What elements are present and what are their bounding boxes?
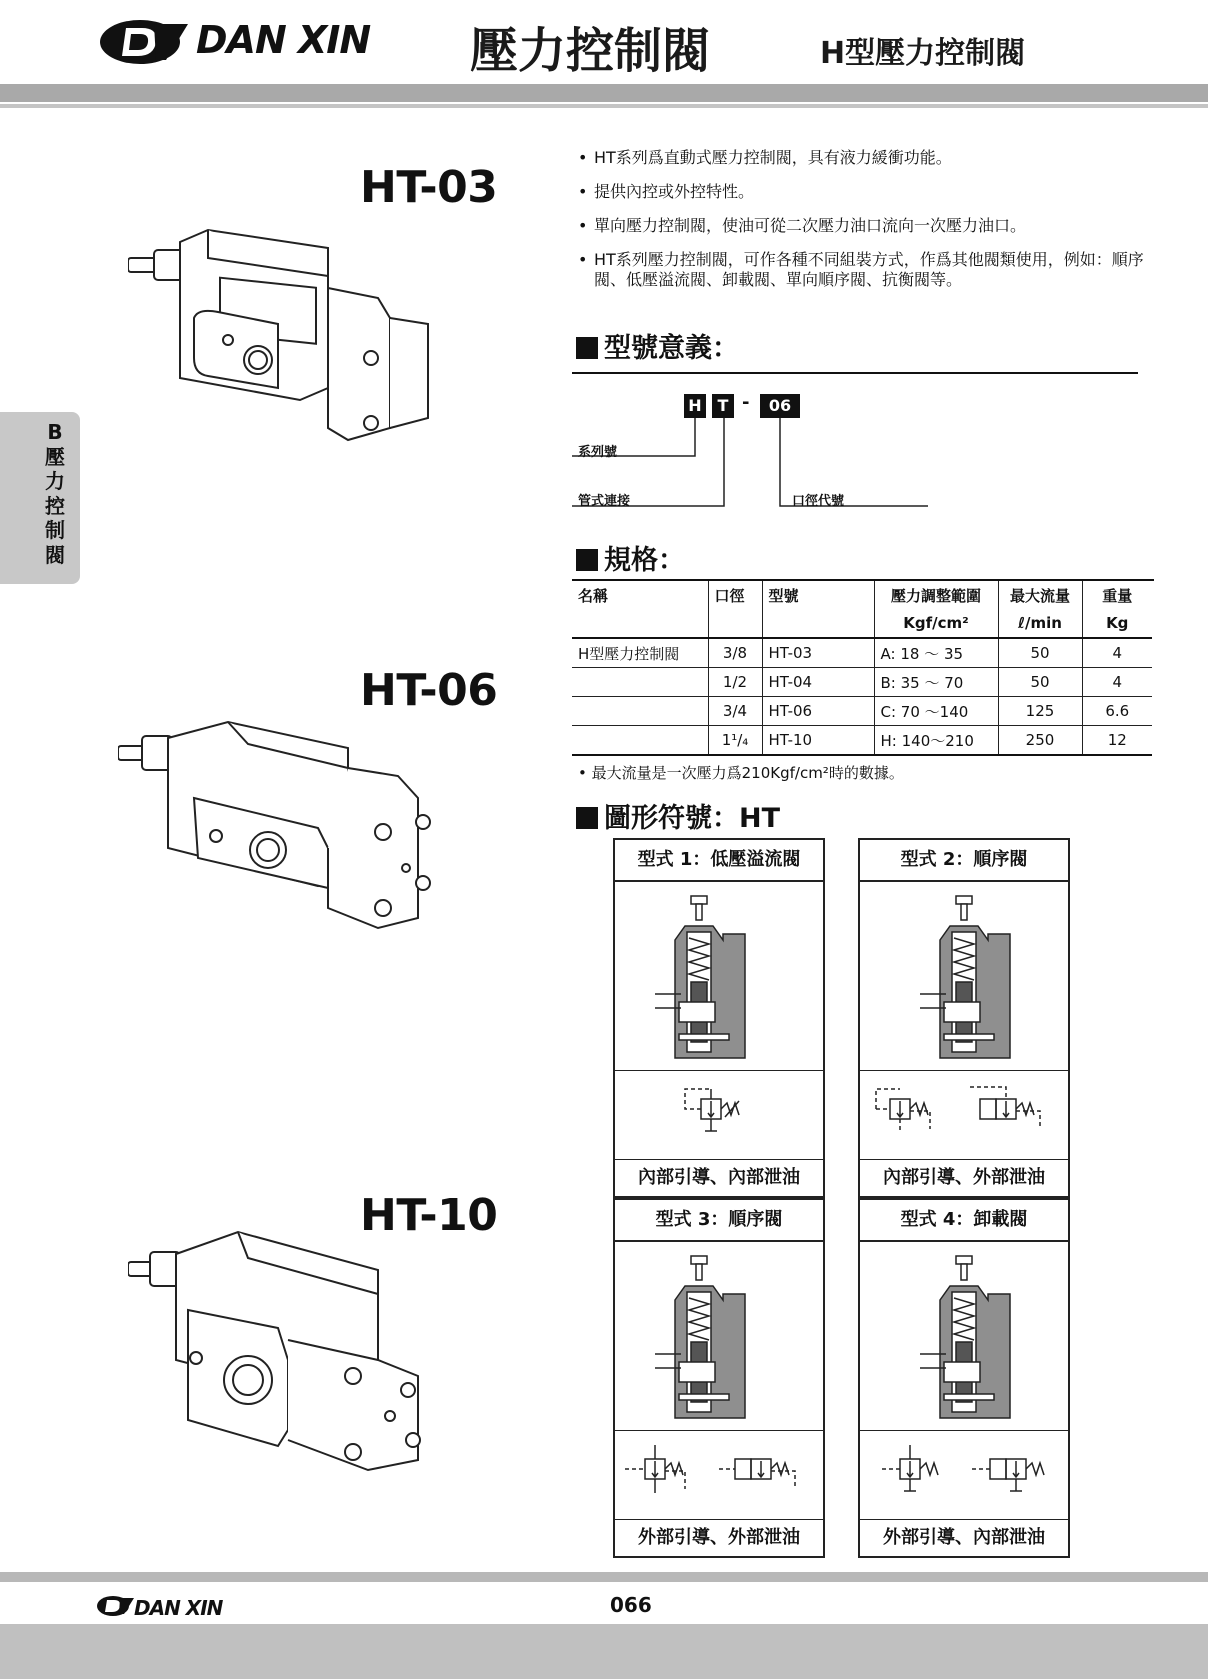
footer-bottom-band: [0, 1624, 1208, 1679]
page-subtitle: H型壓力控制閥: [820, 36, 1026, 71]
cell-pressure: A: 18 ～ 35: [874, 638, 998, 668]
feature-item: • HT系列爲直動式壓力控制閥，具有液力緩衝功能。: [578, 148, 1158, 168]
feature-item: • HT系列壓力控制閥，可作各種不同組裝方式，作爲其他閥類使用，例如：順序閥、低壓溢流閥、卸載閥、單向順序閥、抗衡閥等。: [578, 250, 1158, 290]
cell-model: HT-03: [762, 638, 874, 668]
cell-size: 1/2: [708, 668, 762, 697]
piping-label: 管式連接: [578, 494, 631, 509]
section-tab-char: 制: [45, 518, 65, 542]
table-row: [572, 726, 1152, 756]
cell-pressure: H: 140～210: [874, 726, 998, 756]
col-header-weight: 重量: [1082, 581, 1152, 609]
hydraulic-symbol: [860, 1431, 1068, 1520]
symbol-panel-type3: [613, 1198, 825, 1558]
cell-pressure: C: 70 ～140: [874, 697, 998, 726]
panel-footer: 外部引導、外部泄油: [638, 1527, 800, 1548]
model-title-ht10: HT-10: [360, 1190, 498, 1241]
panel-title: 型式 4：卸載閥: [860, 1200, 1068, 1242]
model-code-heading: 型號意義：: [576, 326, 739, 365]
cell-size: 3/4: [708, 697, 762, 726]
panel-title: 型式 3：順序閥: [615, 1200, 823, 1242]
feature-item: • 單向壓力控制閥，使油可從二次壓力油口流向一次壓力油口。: [578, 216, 1158, 236]
unit-pressure: Kgf/cm²: [874, 609, 998, 638]
symbol-heading: 圖形符號：HT: [576, 796, 780, 835]
heading-rule: [572, 372, 1138, 374]
cell-model: HT-10: [762, 726, 874, 756]
cell-weight: 4: [1082, 668, 1152, 697]
symbol-panel-type4: [858, 1198, 1070, 1558]
cell-weight: 4: [1082, 638, 1152, 668]
footer-logo-mark: [96, 1594, 136, 1622]
cell-model: HT-04: [762, 668, 874, 697]
col-header-pressure: 壓力調整範圍: [874, 581, 998, 609]
valve-section-diagram: [860, 1242, 1068, 1431]
code-dash: -: [742, 392, 750, 413]
page-title: 壓力控制閥: [470, 23, 711, 79]
panel-footer: 外部引導、內部泄油: [883, 1527, 1045, 1548]
panel-title: 型式 1：低壓溢流閥: [615, 840, 823, 882]
feature-list: [578, 148, 1158, 304]
cell-name: H型壓力控制閥: [578, 644, 680, 663]
valve-illustration-ht03: [128, 228, 448, 468]
hydraulic-symbol: [860, 1071, 1068, 1160]
section-tab-label: [40, 420, 70, 567]
code-box-size: 06: [760, 394, 800, 418]
section-tab-char: 力: [45, 469, 65, 493]
model-title-ht03: HT-03: [360, 162, 498, 213]
spec-note: • 最大流量是一次壓力爲210Kgf/cm²時的數據。: [578, 764, 904, 782]
panel-footer: 內部引導、外部泄油: [883, 1167, 1045, 1188]
brand-name: DAN XIN: [196, 18, 371, 62]
unit-flow: ℓ/min: [998, 609, 1082, 638]
col-header-name: 名稱: [578, 586, 609, 605]
cell-flow: 50: [998, 638, 1082, 668]
section-tab-char: 壓: [45, 444, 65, 469]
table-row: [572, 638, 1152, 668]
heading-square-icon: [576, 337, 598, 359]
spec-table: [572, 581, 1152, 756]
cell-model: HT-06: [762, 697, 874, 726]
section-tab-char: 閥: [45, 542, 65, 567]
heading-square-icon: [576, 549, 598, 571]
footer-band: [0, 1572, 1208, 1582]
col-header-size: 口徑: [708, 581, 762, 609]
valve-section-diagram: [615, 1242, 823, 1431]
code-box-t: T: [712, 394, 734, 418]
header-band: [0, 84, 1208, 102]
cell-size: 1¹/₄: [708, 726, 762, 756]
hydraulic-symbol: [615, 1071, 823, 1160]
table-row: [572, 697, 1152, 726]
cell-size: 3/8: [708, 638, 762, 668]
table-unit-row: [572, 609, 1152, 638]
unit-weight: Kg: [1082, 609, 1152, 638]
size-code-label: 口徑代號: [792, 494, 845, 509]
symbol-panel-type1: [613, 838, 825, 1198]
panel-title: 型式 2：順序閥: [860, 840, 1068, 882]
feature-item: • 提供內控或外控特性。: [578, 182, 1158, 202]
section-tab-char: 控: [45, 493, 65, 518]
hydraulic-symbol: [615, 1431, 823, 1520]
valve-section-diagram: [860, 882, 1068, 1071]
table-row: [572, 668, 1152, 697]
cell-pressure: B: 35 ～ 70: [874, 668, 998, 697]
spec-heading: 規格：: [576, 538, 685, 577]
code-box-h: H: [684, 394, 706, 418]
brand-logo-mark: [96, 14, 196, 66]
valve-illustration-ht10: [128, 1230, 448, 1480]
symbol-panel-type2: [858, 838, 1070, 1198]
cell-weight: 12: [1082, 726, 1152, 756]
cell-flow: 250: [998, 726, 1082, 756]
valve-illustration-ht06: [118, 718, 448, 948]
cell-flow: 125: [998, 697, 1082, 726]
col-header-flow: 最大流量: [998, 581, 1082, 609]
cell-weight: 6.6: [1082, 697, 1152, 726]
section-tab-letter: B: [47, 420, 63, 444]
heading-square-icon: [576, 807, 598, 829]
page-number: 066: [610, 1593, 652, 1617]
table-header-row: [572, 581, 1152, 609]
col-header-model: 型號: [762, 581, 874, 609]
panel-footer: 內部引導、內部泄油: [638, 1167, 800, 1188]
header-rule: [0, 104, 1208, 108]
model-title-ht06: HT-06: [360, 665, 498, 716]
cell-flow: 50: [998, 668, 1082, 697]
valve-section-diagram: [615, 882, 823, 1071]
series-label: 系列號: [578, 445, 618, 460]
footer-brand: DAN XIN: [134, 1596, 223, 1620]
